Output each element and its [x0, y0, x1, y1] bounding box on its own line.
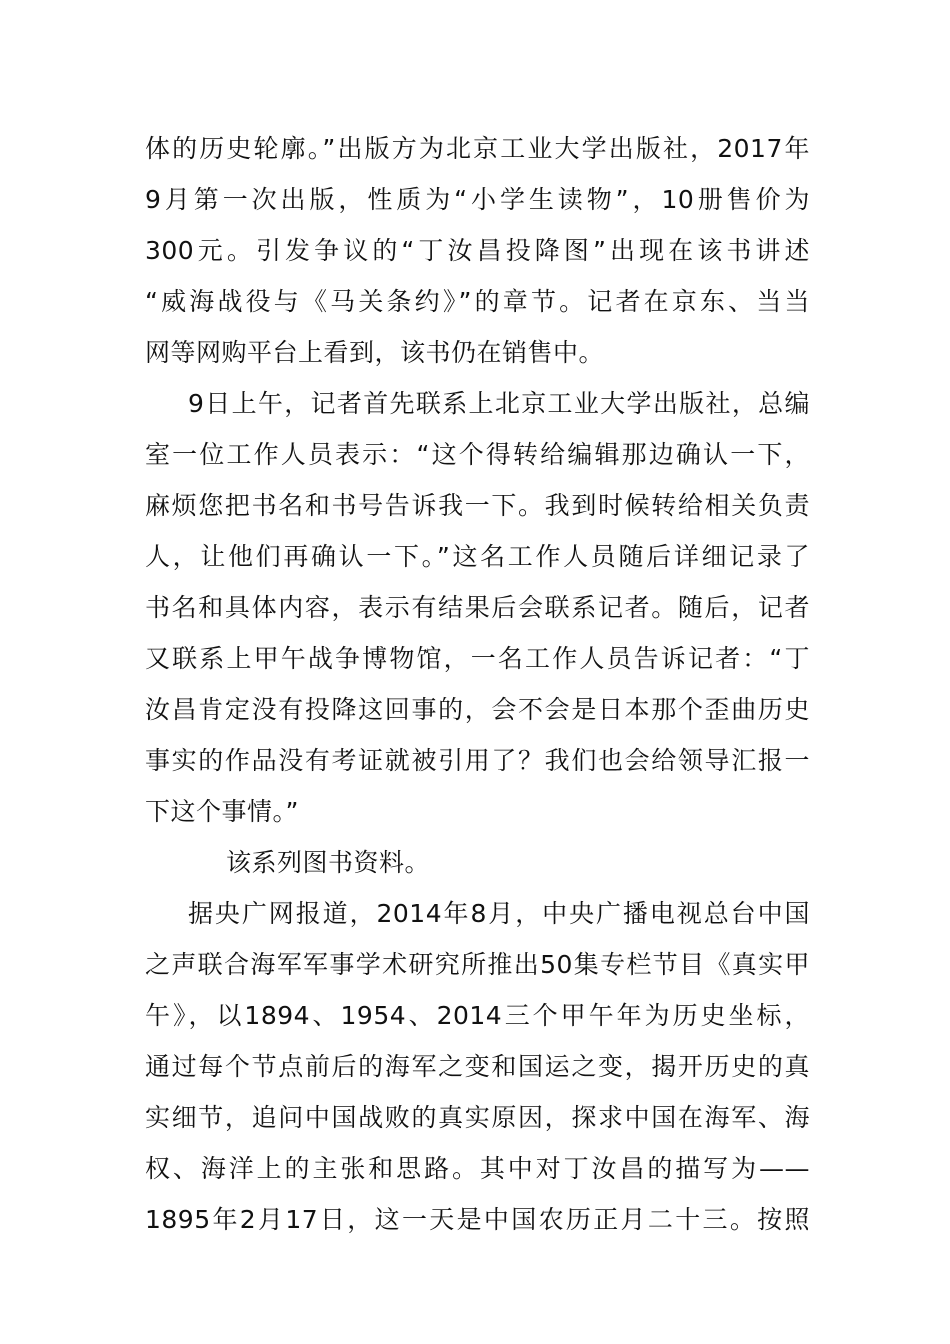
paragraph-4-line-6: 权、海洋上的主张和思路。其中对丁汝昌的描写为——	[145, 1154, 810, 1183]
paragraph-2-line-9: 下这个事情。”	[145, 797, 299, 826]
paragraph-4-line-5: 实细节，追问中国战败的真实原因，探求中国在海军、海	[145, 1103, 810, 1132]
paragraph-4-line-7: 1895年2月17日，这一天是中国农历正月二十三。按照	[145, 1205, 810, 1234]
paragraph-4-line-4: 通过每个节点前后的海军之变和国运之变，揭开历史的真	[145, 1052, 810, 1081]
paragraph-2-line-1: 9日上午，记者首先联系上北京工业大学出版社，总编	[188, 389, 810, 418]
paragraph-2-line-2: 室一位工作人员表示：“这个得转给编辑那边确认一下，	[145, 440, 810, 469]
paragraph-1-line-2: 9月第一次出版，性质为“小学生读物”，10册售价为	[145, 185, 810, 214]
paragraph-2-line-6: 又联系上甲午战争博物馆，一名工作人员告诉记者：“丁	[145, 644, 810, 673]
paragraph-1-line-5: 网等网购平台上看到，该书仍在销售中。	[145, 338, 605, 367]
paragraph-4-line-2: 之声联合海军军事学术研究所推出50集专栏节目《真实甲	[145, 950, 810, 979]
paragraph-2-line-7: 汝昌肯定没有投降这回事的，会不会是日本那个歪曲历史	[145, 695, 810, 724]
image-caption: 该系列图书资料。	[226, 848, 431, 877]
paragraph-1-line-1: 体的历史轮廓。”出版方为北京工业大学出版社，2017年	[145, 134, 810, 163]
paragraph-4-line-1: 据央广网报道，2014年8月，中央广播电视总台中国	[188, 899, 810, 928]
paragraph-1-line-3: 300元。引发争议的“丁汝昌投降图”出现在该书讲述	[145, 236, 810, 265]
paragraph-2-line-5: 书名和具体内容，表示有结果后会联系记者。随后，记者	[145, 593, 810, 622]
paragraph-1-line-4: “威海战役与《马关条约》”的章节。记者在京东、当当	[145, 287, 810, 316]
paragraph-4-line-3: 午》，以1894、1954、2014三个甲午年为历史坐标，	[145, 1001, 810, 1030]
paragraph-2-line-3: 麻烦您把书名和书号告诉我一下。我到时候转给相关负责	[145, 491, 810, 520]
paragraph-2-line-4: 人，让他们再确认一下。”这名工作人员随后详细记录了	[145, 542, 810, 571]
paragraph-2-line-8: 事实的作品没有考证就被引用了？我们也会给领导汇报一	[145, 746, 810, 775]
